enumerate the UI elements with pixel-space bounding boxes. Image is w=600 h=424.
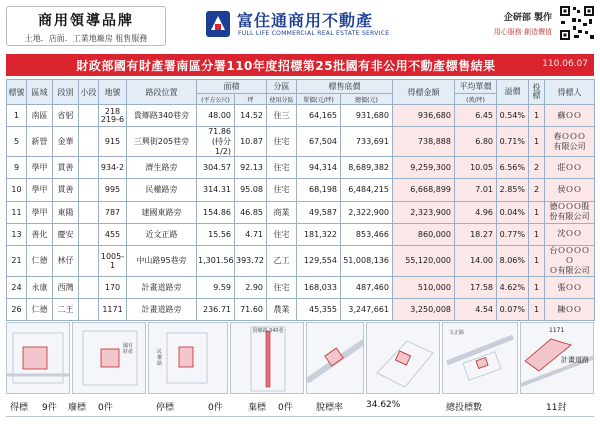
header-no: 標號: [7, 80, 27, 105]
cell-winner: 侯ＯＯ: [545, 179, 595, 201]
cell-premium: 0.04%: [497, 201, 529, 223]
cell-bids: 1: [529, 245, 545, 276]
cell-no: 10: [7, 179, 27, 201]
stopped-value: 0件: [208, 403, 223, 413]
cell-district: 仁德: [27, 245, 53, 276]
cell-section: 貫善: [53, 157, 79, 179]
results-table: [6, 79, 595, 321]
header-area-ping: 坪: [235, 94, 267, 105]
cell-premium: 0.77%: [497, 223, 529, 245]
total-bids-label: 總投標數: [446, 403, 483, 413]
cell-avg: 6.80: [455, 127, 497, 157]
table-row[interactable]: [7, 201, 595, 223]
stopped-label: 停標: [156, 403, 175, 413]
cell-subsection: [79, 223, 99, 245]
cell-location: 計畫道路旁: [127, 299, 197, 321]
cell-location: 濟生路旁: [127, 157, 197, 179]
cell-area-sqm: 1,301.56: [197, 245, 235, 276]
cell-zoning: 住三: [267, 105, 297, 127]
header-district: 區域: [27, 80, 53, 105]
cell-total-price: 8,689,382: [341, 157, 393, 179]
cell-avg: 18.27: [455, 223, 497, 245]
cell-winning: 9,259,300: [393, 157, 455, 179]
logo-chinese-name: 富住通商用不動產: [237, 11, 374, 30]
cell-area-sqm: 9.59: [197, 276, 235, 298]
cell-district: 學甲: [27, 157, 53, 179]
cell-area-sqm: 236.71: [197, 299, 235, 321]
header-total-price: 總價(元): [341, 94, 393, 105]
cell-section: 慶安: [53, 223, 79, 245]
map-thumbnail[interactable]: [148, 322, 228, 394]
cell-winning: 738,888: [393, 127, 455, 157]
location-maps: [6, 322, 594, 394]
cell-unit-price: 181,322: [297, 223, 341, 245]
cell-zoning: 商業: [267, 201, 297, 223]
cell-area-ping: 92.13: [235, 157, 267, 179]
cell-zoning: 農業: [267, 299, 297, 321]
cell-winner: 沈ＯＯ: [545, 223, 595, 245]
cell-area-ping: 46.85: [235, 201, 267, 223]
cell-district: 仁德: [27, 299, 53, 321]
cell-winner: 張ＯＯ: [545, 276, 595, 298]
cell-lot: 934-2: [99, 157, 127, 179]
brand-box: [6, 6, 166, 46]
header-premium: 溢價: [497, 80, 529, 105]
cell-bids: 1: [529, 105, 545, 127]
cell-no: 21: [7, 245, 27, 276]
report-date: 110.06.07: [542, 59, 588, 69]
rate-value: 34.62%: [366, 400, 401, 410]
cell-section: 林仔: [53, 245, 79, 276]
cell-no: 9: [7, 157, 27, 179]
cell-unit-price: 64,165: [297, 105, 341, 127]
cell-no: 11: [7, 201, 27, 223]
cell-unit-price: 68,198: [297, 179, 341, 201]
table-row[interactable]: [7, 179, 595, 201]
abandoned-value: 0件: [278, 403, 293, 413]
cell-winning: 2,323,900: [393, 201, 455, 223]
cell-bids: 1: [529, 201, 545, 223]
cell-location: 近文正路: [127, 223, 197, 245]
cell-total-price: 931,680: [341, 105, 393, 127]
cell-area-sqm: 48.00: [197, 105, 235, 127]
cell-area-sqm: 314.31: [197, 179, 235, 201]
map-thumbnail[interactable]: [442, 322, 518, 394]
cell-bids: 1: [529, 223, 545, 245]
cell-area-sqm: 71.86 (持分1/2): [197, 127, 235, 157]
cell-location: 建國東路旁: [127, 201, 197, 223]
map-label: 貴鄉路 340巷: [252, 328, 284, 334]
cell-section: 二王: [53, 299, 79, 321]
header-location: 路段位置: [127, 80, 197, 105]
header-bids: 投標: [529, 80, 545, 105]
cell-bids: 2: [529, 179, 545, 201]
title-bar: [6, 54, 594, 76]
cell-no: 24: [7, 276, 27, 298]
cell-subsection: [79, 157, 99, 179]
header-winning-amount: 得標金額: [393, 80, 455, 105]
cell-zoning: 住宅: [267, 157, 297, 179]
table-row[interactable]: [7, 223, 595, 245]
footer-divider: [6, 416, 594, 417]
cell-subsection: [79, 201, 99, 223]
cell-unit-price: 45,355: [297, 299, 341, 321]
map-thumbnail[interactable]: [366, 322, 440, 394]
cell-location: 貴鄉路340巷旁: [127, 105, 197, 127]
header-area: 面積: [197, 80, 267, 94]
rate-label: 脫標率: [316, 403, 344, 413]
table-row[interactable]: [7, 245, 595, 276]
cell-total-price: 6,484,215: [341, 179, 393, 201]
void-label: 廢標: [68, 403, 87, 413]
header-zoning: 分區: [267, 80, 297, 94]
company-logo: [205, 6, 395, 46]
cell-avg: 14.00: [455, 245, 497, 276]
cell-winner: 蘇ＯＯ: [545, 105, 595, 127]
table-row[interactable]: [7, 127, 595, 157]
map-road-label: 計畫道路: [561, 356, 589, 364]
total-bids-value: 11封: [546, 403, 567, 413]
header-avg-unit: 平均單價: [455, 80, 497, 94]
cell-winner: 春ＯＯＯ 有限公司: [545, 127, 595, 157]
cell-winner: 德ＯＯＯ股 份有限公司: [545, 201, 595, 223]
cell-premium: 0.54%: [497, 105, 529, 127]
map-thumbnail[interactable]: [520, 322, 594, 394]
void-value: 0件: [98, 403, 113, 413]
abandoned-label: 棄標: [248, 403, 267, 413]
map-label: 文正路: [449, 330, 465, 336]
cell-area-ping: 2.90: [235, 276, 267, 298]
cell-premium: 2.85%: [497, 179, 529, 201]
map-lot-label: 1171: [549, 327, 565, 334]
cell-unit-price: 67,504: [297, 127, 341, 157]
cell-bids: 2: [529, 157, 545, 179]
cell-lot: 915: [99, 127, 127, 157]
cell-section: 貫善: [53, 179, 79, 201]
cell-no: 1: [7, 105, 27, 127]
cell-bids: 1: [529, 299, 545, 321]
cell-area-ping: 393.72: [235, 245, 267, 276]
cell-zoning: 住宅: [267, 179, 297, 201]
cell-winning: 55,120,000: [393, 245, 455, 276]
cell-area-ping: 14.52: [235, 105, 267, 127]
cell-winner: 陳ＯＯ: [545, 299, 595, 321]
cell-total-price: 3,247,661: [341, 299, 393, 321]
cell-district: 永康: [27, 276, 53, 298]
cell-area-sqm: 304.57: [197, 157, 235, 179]
cell-section: 東陽: [53, 201, 79, 223]
cell-winning: 860,000: [393, 223, 455, 245]
cell-lot: 787: [99, 201, 127, 223]
cell-district: 南區: [27, 105, 53, 127]
cell-premium: 6.56%: [497, 157, 529, 179]
header-winner: 得標人: [545, 80, 595, 105]
cell-zoning: 住宅: [267, 223, 297, 245]
header-zoning-sub: 使用分區: [267, 94, 297, 105]
header-area-sqm: (平方公尺): [197, 94, 235, 105]
cell-lot: 995: [99, 179, 127, 201]
cell-lot: 455: [99, 223, 127, 245]
cell-winning: 936,680: [393, 105, 455, 127]
cell-winning: 510,000: [393, 276, 455, 298]
logo-english-name: FULL LIFE COMMERCIAL REAL ESTATE SERVICE: [238, 30, 390, 37]
brand-title: 商用領導品牌: [38, 13, 134, 29]
map-thumbnail[interactable]: [6, 322, 70, 394]
maker-slogan: 用心服務 創造價值: [493, 28, 552, 36]
map-thumbnail[interactable]: [230, 322, 304, 394]
table-row[interactable]: [7, 105, 595, 127]
table-row[interactable]: [7, 276, 595, 298]
cell-no: 5: [7, 127, 27, 157]
cell-winner: 台ＯＯＯＯＯ Ｏ有限公司: [545, 245, 595, 276]
cell-premium: 4.62%: [497, 276, 529, 298]
cell-total-price: 853,466: [341, 223, 393, 245]
cell-premium: 8.06%: [497, 245, 529, 276]
summary-footer: [6, 398, 594, 416]
won-label: 得標: [10, 403, 29, 413]
cell-district: 學甲: [27, 179, 53, 201]
cell-area-ping: 4.71: [235, 223, 267, 245]
won-value: 9件: [42, 403, 57, 413]
cell-avg: 4.96: [455, 201, 497, 223]
cell-location: 三興街205巷旁: [127, 127, 197, 157]
cell-unit-price: 94,314: [297, 157, 341, 179]
cell-section: 金華: [53, 127, 79, 157]
cell-lot: 1005-1: [99, 245, 127, 276]
table-row[interactable]: [7, 157, 595, 179]
cell-subsection: [79, 105, 99, 127]
cell-area-sqm: 154.86: [197, 201, 235, 223]
cell-section: 西灣: [53, 276, 79, 298]
map-label: 民權 路: [157, 349, 163, 367]
cell-subsection: [79, 299, 99, 321]
cell-zoning: 住宅: [267, 276, 297, 298]
cell-district: 學甲: [27, 201, 53, 223]
cell-location: 民權路旁: [127, 179, 197, 201]
header-floor-price: 標售底價: [297, 80, 393, 94]
cell-total-price: 733,691: [341, 127, 393, 157]
header: [0, 0, 600, 52]
cell-bids: 1: [529, 127, 545, 157]
table-row[interactable]: [7, 299, 595, 321]
cell-subsection: [79, 127, 99, 157]
cell-area-sqm: 15.56: [197, 223, 235, 245]
cell-zoning: 住宅: [267, 127, 297, 157]
cell-location: 計畫道路旁: [127, 276, 197, 298]
cell-area-ping: 95.08: [235, 179, 267, 201]
header-subsection: 小段: [79, 80, 99, 105]
map-label: 國有 財產: [123, 343, 134, 355]
cell-unit-price: 49,587: [297, 201, 341, 223]
cell-lot: 170: [99, 276, 127, 298]
cell-district: 新營: [27, 127, 53, 157]
logo-mark-icon: [205, 10, 231, 38]
cell-total-price: 487,460: [341, 276, 393, 298]
cell-bids: 1: [529, 276, 545, 298]
cell-avg: 4.54: [455, 299, 497, 321]
cell-avg: 10.05: [455, 157, 497, 179]
cell-no: 26: [7, 299, 27, 321]
cell-total-price: 51,008,136: [341, 245, 393, 276]
header-section: 段別: [53, 80, 79, 105]
cell-location: 中山路95巷旁: [127, 245, 197, 276]
cell-winning: 3,250,008: [393, 299, 455, 321]
cell-area-ping: 71.60: [235, 299, 267, 321]
cell-unit-price: 129,554: [297, 245, 341, 276]
map-thumbnail[interactable]: [72, 322, 146, 394]
maker-info: [470, 10, 552, 37]
cell-premium: 0.71%: [497, 127, 529, 157]
header-avg-unit-sub: (萬/坪): [455, 94, 497, 105]
cell-premium: 0.07%: [497, 299, 529, 321]
cell-lot: 218 219-6: [99, 105, 127, 127]
cell-district: 善化: [27, 223, 53, 245]
cell-subsection: [79, 276, 99, 298]
page-title: 財政部國有財產署南區分署110年度招標第25批國有非公用不動產標售結果: [76, 59, 496, 73]
cell-subsection: [79, 179, 99, 201]
cell-avg: 7.01: [455, 179, 497, 201]
cell-subsection: [79, 245, 99, 276]
cell-lot: 1171: [99, 299, 127, 321]
cell-no: 13: [7, 223, 27, 245]
brand-subtitle: 土地．店面．工業地廠房 租售服務: [24, 34, 148, 43]
cell-avg: 6.45: [455, 105, 497, 127]
map-thumbnail[interactable]: [306, 322, 364, 394]
cell-winning: 6,668,899: [393, 179, 455, 201]
cell-zoning: 乙工: [267, 245, 297, 276]
qr-code-icon[interactable]: [558, 4, 596, 42]
cell-section: 省躬: [53, 105, 79, 127]
cell-avg: 17.58: [455, 276, 497, 298]
cell-area-ping: 10.87: [235, 127, 267, 157]
maker-title: 企研部 製作: [503, 13, 552, 23]
cell-winner: 莊ＯＯ: [545, 157, 595, 179]
header-lot: 地號: [99, 80, 127, 105]
cell-total-price: 2,322,900: [341, 201, 393, 223]
header-unit-price: 單價(元/坪): [297, 94, 341, 105]
cell-unit-price: 168,033: [297, 276, 341, 298]
